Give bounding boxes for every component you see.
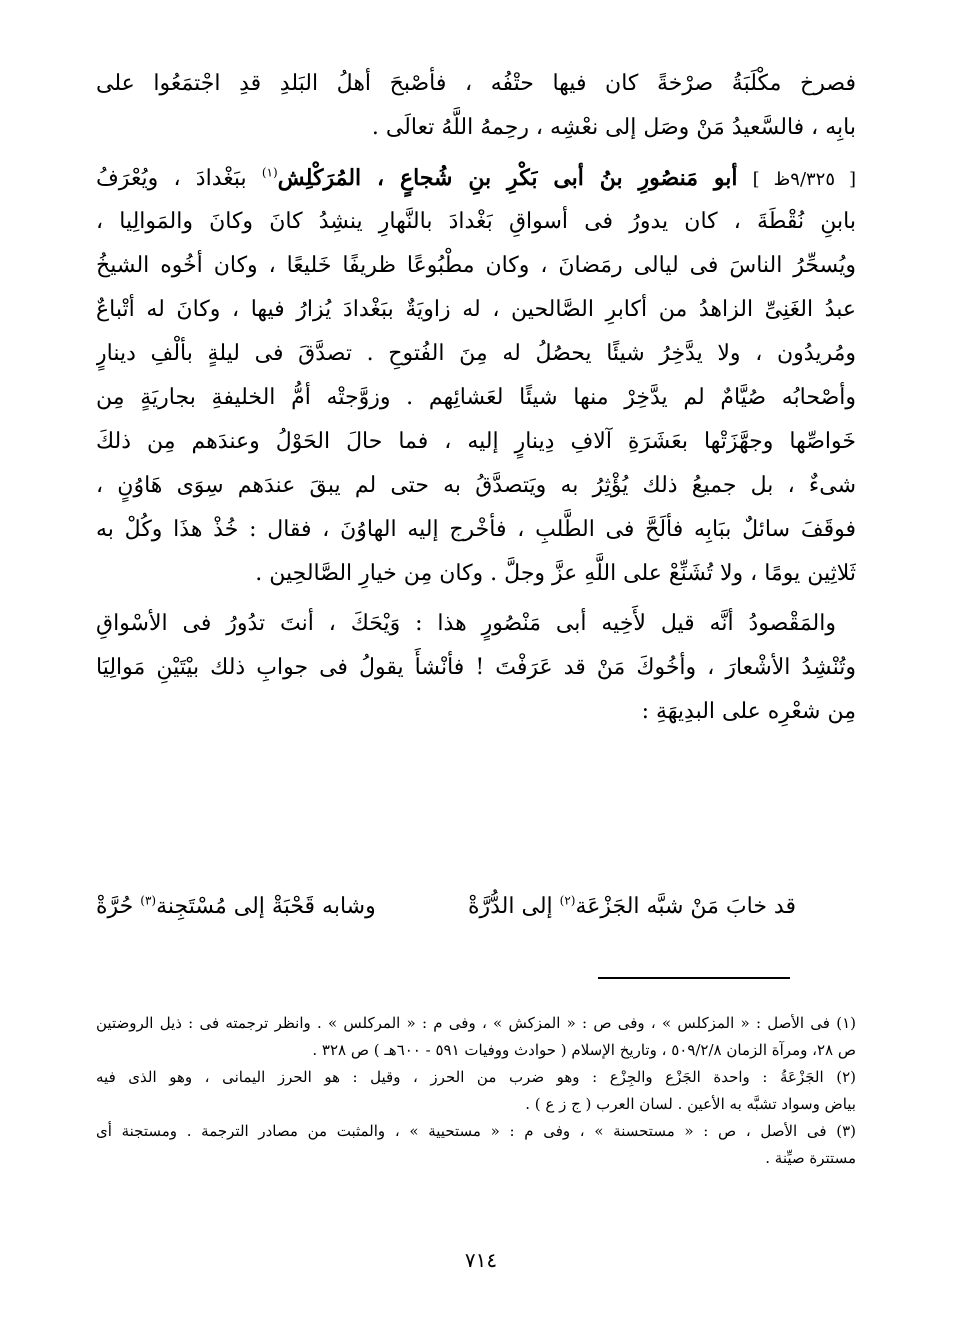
text-line: فصرخ مكْلَبَةُ صرْخةً كان فيها حتْفُه ، فأصْبحَ أهلُ البَلدِ قدِ اجْتمَعُوا على <box>96 71 856 96</box>
text-line: بابِه ، فالسَّعيدُ مَنْ وصَل إلى نعْشِه ، رحِمهُ اللَّهُ تعالَى . <box>371 115 856 140</box>
footnote-line: (٢) الجَزْعَةُ : واحدة الجَزْع والجِزْع : وهو ضرب من الحرز ، وقيل : هو الحرز اليمانى ، وهو الذى فيه <box>96 1068 856 1086</box>
footnote-ref: (١) <box>261 165 278 180</box>
text-line: شىءٌ ، بل جميعُ ذلك يُؤْثِرُ به ويَتصدَّقُ به حتى لم يبقَ عندَهم سِوَى هَاوُنٍ ، <box>96 473 856 498</box>
entry-name: أبو مَنصُورِ بنُ أبى بَكْرِ بنِ شُجاعٍ ، المُرَكْلِش <box>277 165 738 191</box>
footnote-line: ص ٢٨، ومرآة الزمان ٥٠٩/٢/٨ ، وتاريخ الإسلام ( حوادث ووفيات ٥٩١ - ٦٠٠هـ ) ص ٣٢٨ . <box>312 1041 856 1059</box>
text-line: فوقَفَ سائلٌ ببَابِه فألَحَّ فى الطَّلبِ ، فأخْرج إليه الهاوُنَ ، فقال : خُذْ هذَا وكُلْ به <box>96 517 856 542</box>
entry-id: [ ٩/٣٢٥ظ ] <box>752 169 856 190</box>
footnote-line: (١) فى الأصل : « المزكلس » ، وفى ص : « المزكش » ، وفى م : « المركلس » . وانظر ترجمته فى : ذيل الروضتين <box>96 1014 856 1032</box>
entry-heading-line <box>96 156 856 200</box>
body-text <box>96 62 856 734</box>
poem-text: إلى الدُّرَّةْ <box>467 894 553 919</box>
text-line: ويُسحِّرُ الناسَ فى ليالى رمَضانَ ، وكان مطْبُوعًا ظريفًا خَليعًا ، وكان أخُوه الشيخُ <box>96 253 856 278</box>
entry-rest: ببَغْدادَ ، ويُعْرَفُ <box>96 166 247 191</box>
text-line: وتُنْشِدُ الأشْعارَ ، وأخُوكَ مَنْ قد عَرَفْتَ ! فأنْشأَ يقولُ فى جوابِ ذلك بيْتَيْنِ مَوالِيَا <box>96 655 856 680</box>
text-line: والمَقْصودُ أنَّه قيل لأَخِيه أبى مَنْصُورٍ هذا : وَيْحَكَ ، أنتَ تدُورُ فى الأسْواقِ <box>96 611 836 636</box>
poem-text: قد خابَ مَنْ شبَّه الجَزْعَة <box>575 894 796 919</box>
poem-hemistich-second <box>96 894 376 919</box>
text-line: خَواصِّها وجهَّزَتْها بعَشَرَةِ آلافِ دِينارٍ إليه ، فما حالَ الحَوْلُ وعندَهم مِن ذلكَ <box>96 429 856 454</box>
footnote-ref: (٢) <box>559 893 576 908</box>
footnote-line: بياض وسواد تشبَّه به الأعين . لسان العرب ( ج ز ع ) . <box>525 1095 856 1113</box>
footnote-line: (٣) فى الأصل ، ص : « مستحسنة » ، وفى م : « مستحيية » ، والمثبت من مصادر الترجمة . ومستجنة أى <box>96 1122 856 1140</box>
poem-verse <box>96 886 856 936</box>
footnote-ref: (٣) <box>140 893 157 908</box>
text-line: وأصْحابُه صُيَّامٌ لم يدَّخِرْ منها شيئًا لعَشائِهم . وزوَّجتْه أمُّ الخليفةِ بجاريَةٍ مِن <box>96 385 856 410</box>
poem-text: حُرَّةْ <box>96 894 134 919</box>
text-line: بابنِ نُقْطَةَ ، كان يدورُ فى أسواقِ بَغْدادَ بالنَّهارِ ينشِدُ كانَ وكانَ والمَوالِيا ، <box>96 209 856 234</box>
text-line: ثَلاثِين يومًا ، ولا تُشَنِّعْ على اللَّهِ عزَّ وجلَّ . وكان مِن خيارِ الصَّالحِين . <box>255 561 856 586</box>
poem-text: وشابه قَحْبَةْ إلى مُسْتَجِنة <box>156 894 376 919</box>
footnote-separator <box>598 977 790 979</box>
text-line: عبدُ الغَنِىِّ الزاهدُ من أكابرِ الصَّالحين ، له زاويَةٌ ببَغْدادَ يُزارُ فيها ، وكانَ له أتْباعٌ <box>96 297 856 322</box>
page-number: ٧١٤ <box>464 1248 498 1272</box>
poem-hemistich-first <box>468 894 796 919</box>
text-line: مِن شعْرِه على البدِيهَةِ : <box>641 699 856 724</box>
text-line: ومُريدُون ، ولا يدَّخِرُ شيئًا يحصُلُ له مِنَ الفُتوحِ . تصدَّقَ فى ليلةٍ بألْفِ دينارٍ <box>96 341 856 366</box>
footnotes <box>96 1010 856 1172</box>
footnote-line: مستترة صيِّنة . <box>765 1149 856 1167</box>
